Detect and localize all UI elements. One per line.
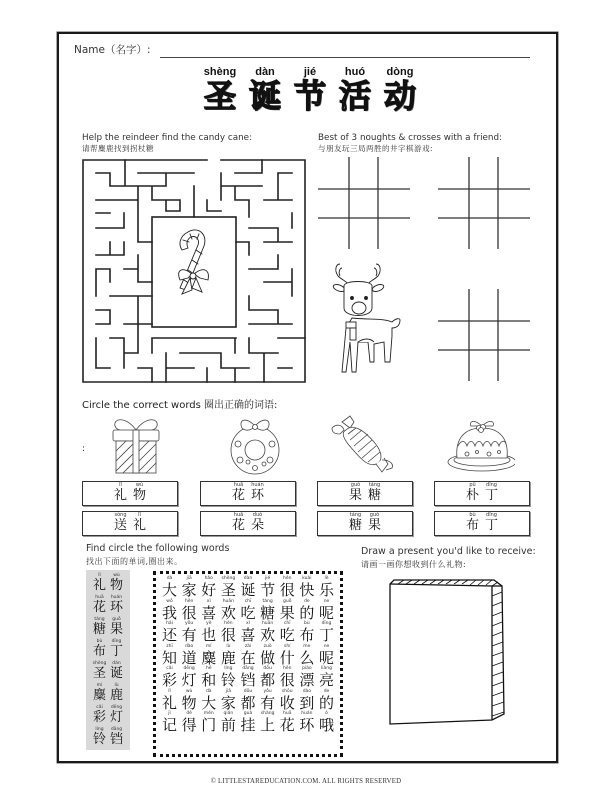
grid-cell[interactable]: dàn 诞 bbox=[240, 576, 256, 599]
grid-cell[interactable]: hǎo 好 bbox=[201, 576, 217, 599]
maze-instructions: Help the reindeer find the candy cane: bbox=[82, 133, 253, 143]
word-list-item bbox=[86, 617, 130, 639]
word-list-char: táng 糖 bbox=[92, 617, 106, 637]
grid-cell[interactable]: bù 布 bbox=[299, 621, 315, 644]
grid-cell[interactable]: huān 欢 bbox=[220, 598, 236, 622]
title-char: shèng 圣 bbox=[203, 66, 237, 115]
grid-cell[interactable]: de 的 bbox=[318, 688, 334, 712]
maze-puzzle[interactable] bbox=[82, 158, 306, 383]
grid-cell[interactable]: chī 吃 bbox=[279, 621, 295, 644]
title-char: jié 节 bbox=[293, 66, 326, 115]
grid-cell[interactable]: xǐ 喜 bbox=[240, 621, 256, 644]
name-label: Name（名字）: bbox=[74, 44, 151, 56]
grid-cell[interactable]: chī 吃 bbox=[240, 598, 256, 622]
grid-cell[interactable]: dào 到 bbox=[299, 688, 315, 712]
grid-cell[interactable]: qián 前 bbox=[220, 711, 236, 734]
grid-cell[interactable]: mén 门 bbox=[201, 711, 217, 734]
grid-row bbox=[160, 621, 336, 644]
grid-cell[interactable]: ó 哦 bbox=[318, 711, 334, 734]
grid-cell[interactable]: dé 得 bbox=[181, 711, 197, 734]
grid-cell[interactable]: dà 大 bbox=[201, 688, 217, 712]
word-option-songli[interactable]: sòng 送 lǐ 礼 bbox=[82, 511, 178, 536]
grid-cell[interactable]: ne 呢 bbox=[318, 598, 334, 622]
grid-cell[interactable]: yǒu 有 bbox=[260, 688, 276, 712]
word-option-huahuan[interactable]: huā 花 huán 环 bbox=[200, 481, 296, 506]
grid-cell[interactable]: hái 还 bbox=[161, 621, 177, 644]
word-list-char: huán 环 bbox=[109, 595, 123, 615]
word-list-item bbox=[86, 683, 130, 705]
grid-cell[interactable]: lǐ 礼 bbox=[161, 688, 177, 712]
grid-cell[interactable]: jiā 家 bbox=[220, 688, 236, 712]
word-list-char: guǒ 果 bbox=[109, 617, 123, 637]
grid-cell[interactable]: huā 花 bbox=[279, 711, 295, 734]
wreath-icon bbox=[220, 414, 290, 476]
word-list-char: shèng 圣 bbox=[92, 661, 107, 681]
grid-cell[interactable]: jì 记 bbox=[161, 711, 177, 734]
grid-cell[interactable]: dōu 都 bbox=[260, 666, 276, 689]
grid-cell[interactable]: jié 节 bbox=[260, 576, 276, 599]
tictactoe-board-3[interactable] bbox=[438, 289, 530, 381]
grid-cell[interactable]: mí 麋 bbox=[201, 643, 217, 667]
word-option-huaduo[interactable]: huā 花 duǒ 朵 bbox=[200, 511, 296, 536]
present-drawing-area[interactable] bbox=[380, 574, 520, 739]
maze-instructions-chinese: 请帮麋鹿找到拐杖糖 bbox=[82, 144, 154, 153]
word-list-item bbox=[86, 639, 130, 661]
grid-row bbox=[160, 644, 336, 667]
tictactoe-board-1[interactable] bbox=[318, 157, 410, 249]
candy-icon bbox=[328, 414, 398, 476]
copyright-footer: © LITTLESTAREDUCATION.COM. ALL RIGHTS RESERVED bbox=[210, 778, 402, 785]
page-title bbox=[200, 66, 420, 114]
word-list-char: lù 鹿 bbox=[109, 683, 123, 703]
grid-cell[interactable]: huán 环 bbox=[299, 711, 315, 734]
word-list-char: cǎi 彩 bbox=[92, 705, 106, 725]
title-char: huó 活 bbox=[338, 66, 371, 115]
grid-cell[interactable]: dào 道 bbox=[181, 643, 197, 667]
word-option-puding[interactable]: pǔ 朴 dīng 丁 bbox=[434, 481, 530, 506]
word-list-char: dīng 丁 bbox=[109, 639, 123, 659]
grid-cell[interactable]: yǒu 有 bbox=[181, 621, 197, 644]
grid-cell[interactable]: zuò 做 bbox=[260, 643, 276, 667]
word-option-guotang[interactable]: guǒ 果 táng 糖 bbox=[317, 481, 413, 506]
word-list-char: dēng 灯 bbox=[109, 705, 123, 725]
grid-cell[interactable]: huān 欢 bbox=[260, 621, 276, 644]
grid-cell[interactable]: shí 什 bbox=[279, 643, 295, 667]
grid-cell[interactable]: de 的 bbox=[299, 598, 315, 622]
grid-cell[interactable]: hěn 很 bbox=[181, 598, 197, 622]
tictactoe-instructions: Best of 3 noughts & crosses with a friend: bbox=[318, 133, 503, 143]
word-list-item bbox=[86, 727, 130, 749]
word-list-item bbox=[86, 661, 130, 683]
grid-row bbox=[160, 576, 336, 599]
grid-cell[interactable]: piào 漂 bbox=[299, 666, 315, 689]
draw-instructions-chinese: 请画一画你想收到什么礼物: bbox=[361, 560, 467, 569]
grid-cell[interactable]: kuài 快 bbox=[299, 576, 315, 599]
grid-cell[interactable]: dēng 灯 bbox=[181, 666, 197, 689]
grid-cell[interactable]: líng 铃 bbox=[220, 666, 236, 689]
grid-cell[interactable]: cǎi 彩 bbox=[161, 666, 177, 689]
grid-row bbox=[160, 599, 336, 622]
tictactoe-instructions-chinese: 与朋友玩三局两胜的井字棋游戏: bbox=[318, 144, 434, 153]
grid-cell[interactable]: xǐ 喜 bbox=[201, 598, 217, 622]
grid-cell[interactable]: dà 大 bbox=[161, 576, 177, 599]
grid-cell[interactable]: me 么 bbox=[299, 643, 315, 667]
grid-cell[interactable]: hěn 很 bbox=[220, 621, 236, 644]
grid-row bbox=[160, 666, 336, 689]
find-words-instructions: Find circle the following words bbox=[86, 543, 230, 554]
circle-words-instructions: Circle the correct words 圈出正确的词语: bbox=[82, 400, 278, 411]
grid-cell[interactable]: zài 在 bbox=[240, 643, 256, 667]
word-list-char: líng 铃 bbox=[92, 727, 106, 747]
tictactoe-board-2[interactable] bbox=[438, 157, 530, 249]
grid-cell[interactable]: shèng 圣 bbox=[220, 576, 236, 599]
title-char: dòng 动 bbox=[383, 66, 416, 115]
grid-cell[interactable]: guǒ 果 bbox=[279, 598, 295, 622]
word-list-item bbox=[86, 705, 130, 727]
grid-cell[interactable]: liàng 亮 bbox=[318, 666, 334, 689]
colon-mark: : bbox=[82, 444, 86, 454]
word-list-char: lǐ 礼 bbox=[92, 573, 106, 593]
draw-instructions: Draw a present you'd like to receive: bbox=[361, 546, 536, 557]
word-list-char: wù 物 bbox=[109, 573, 123, 593]
grid-cell[interactable]: hěn 很 bbox=[279, 576, 295, 599]
grid-cell[interactable]: dāng 铛 bbox=[240, 666, 256, 689]
word-list-char: bù 布 bbox=[92, 639, 106, 659]
reindeer-illustration bbox=[330, 262, 402, 382]
christmas-pudding-icon bbox=[445, 414, 515, 476]
find-words-instructions-chinese: 找出下面的单词,圈出来。 bbox=[86, 557, 183, 566]
word-list-item bbox=[86, 595, 130, 617]
grid-cell[interactable]: lù 鹿 bbox=[220, 643, 236, 667]
word-option-buding[interactable]: bù 布 dīng 丁 bbox=[434, 511, 530, 536]
word-list-char: huā 花 bbox=[92, 595, 106, 615]
word-list-char: dāng 铛 bbox=[109, 727, 123, 747]
grid-cell[interactable]: hé 和 bbox=[201, 666, 217, 689]
grid-cell[interactable]: shàng 上 bbox=[260, 711, 276, 734]
grid-cell[interactable]: dīng 丁 bbox=[318, 621, 334, 644]
title-char: dàn 诞 bbox=[248, 66, 281, 115]
grid-cell[interactable]: dōu 都 bbox=[240, 688, 256, 712]
grid-cell[interactable]: wǒ 我 bbox=[161, 598, 177, 622]
grid-cell[interactable]: guà 挂 bbox=[240, 711, 256, 734]
name-input-line[interactable] bbox=[160, 57, 530, 58]
grid-cell[interactable]: hěn 很 bbox=[279, 666, 295, 689]
word-option-tangguo[interactable]: táng 糖 guǒ 果 bbox=[317, 511, 413, 536]
word-search-grid bbox=[153, 571, 343, 757]
grid-cell[interactable]: zhī 知 bbox=[161, 643, 177, 667]
grid-cell[interactable]: yě 也 bbox=[201, 621, 217, 644]
grid-cell[interactable]: jiā 家 bbox=[181, 576, 197, 599]
grid-cell[interactable]: shōu 收 bbox=[279, 688, 295, 712]
word-list bbox=[86, 570, 130, 750]
word-list-char: mí 麋 bbox=[92, 683, 106, 703]
gift-box-icon bbox=[101, 414, 171, 476]
grid-row bbox=[160, 711, 336, 734]
grid-cell[interactable]: wù 物 bbox=[181, 688, 197, 712]
grid-cell[interactable]: lè 乐 bbox=[318, 576, 334, 599]
word-list-char: dàn 诞 bbox=[109, 661, 123, 681]
grid-cell[interactable]: ne 呢 bbox=[318, 643, 334, 667]
grid-cell[interactable]: táng 糖 bbox=[260, 598, 276, 622]
grid-row bbox=[160, 689, 336, 712]
word-option-liwu[interactable]: lǐ 礼 wù 物 bbox=[82, 481, 178, 506]
word-list-item bbox=[86, 573, 130, 595]
